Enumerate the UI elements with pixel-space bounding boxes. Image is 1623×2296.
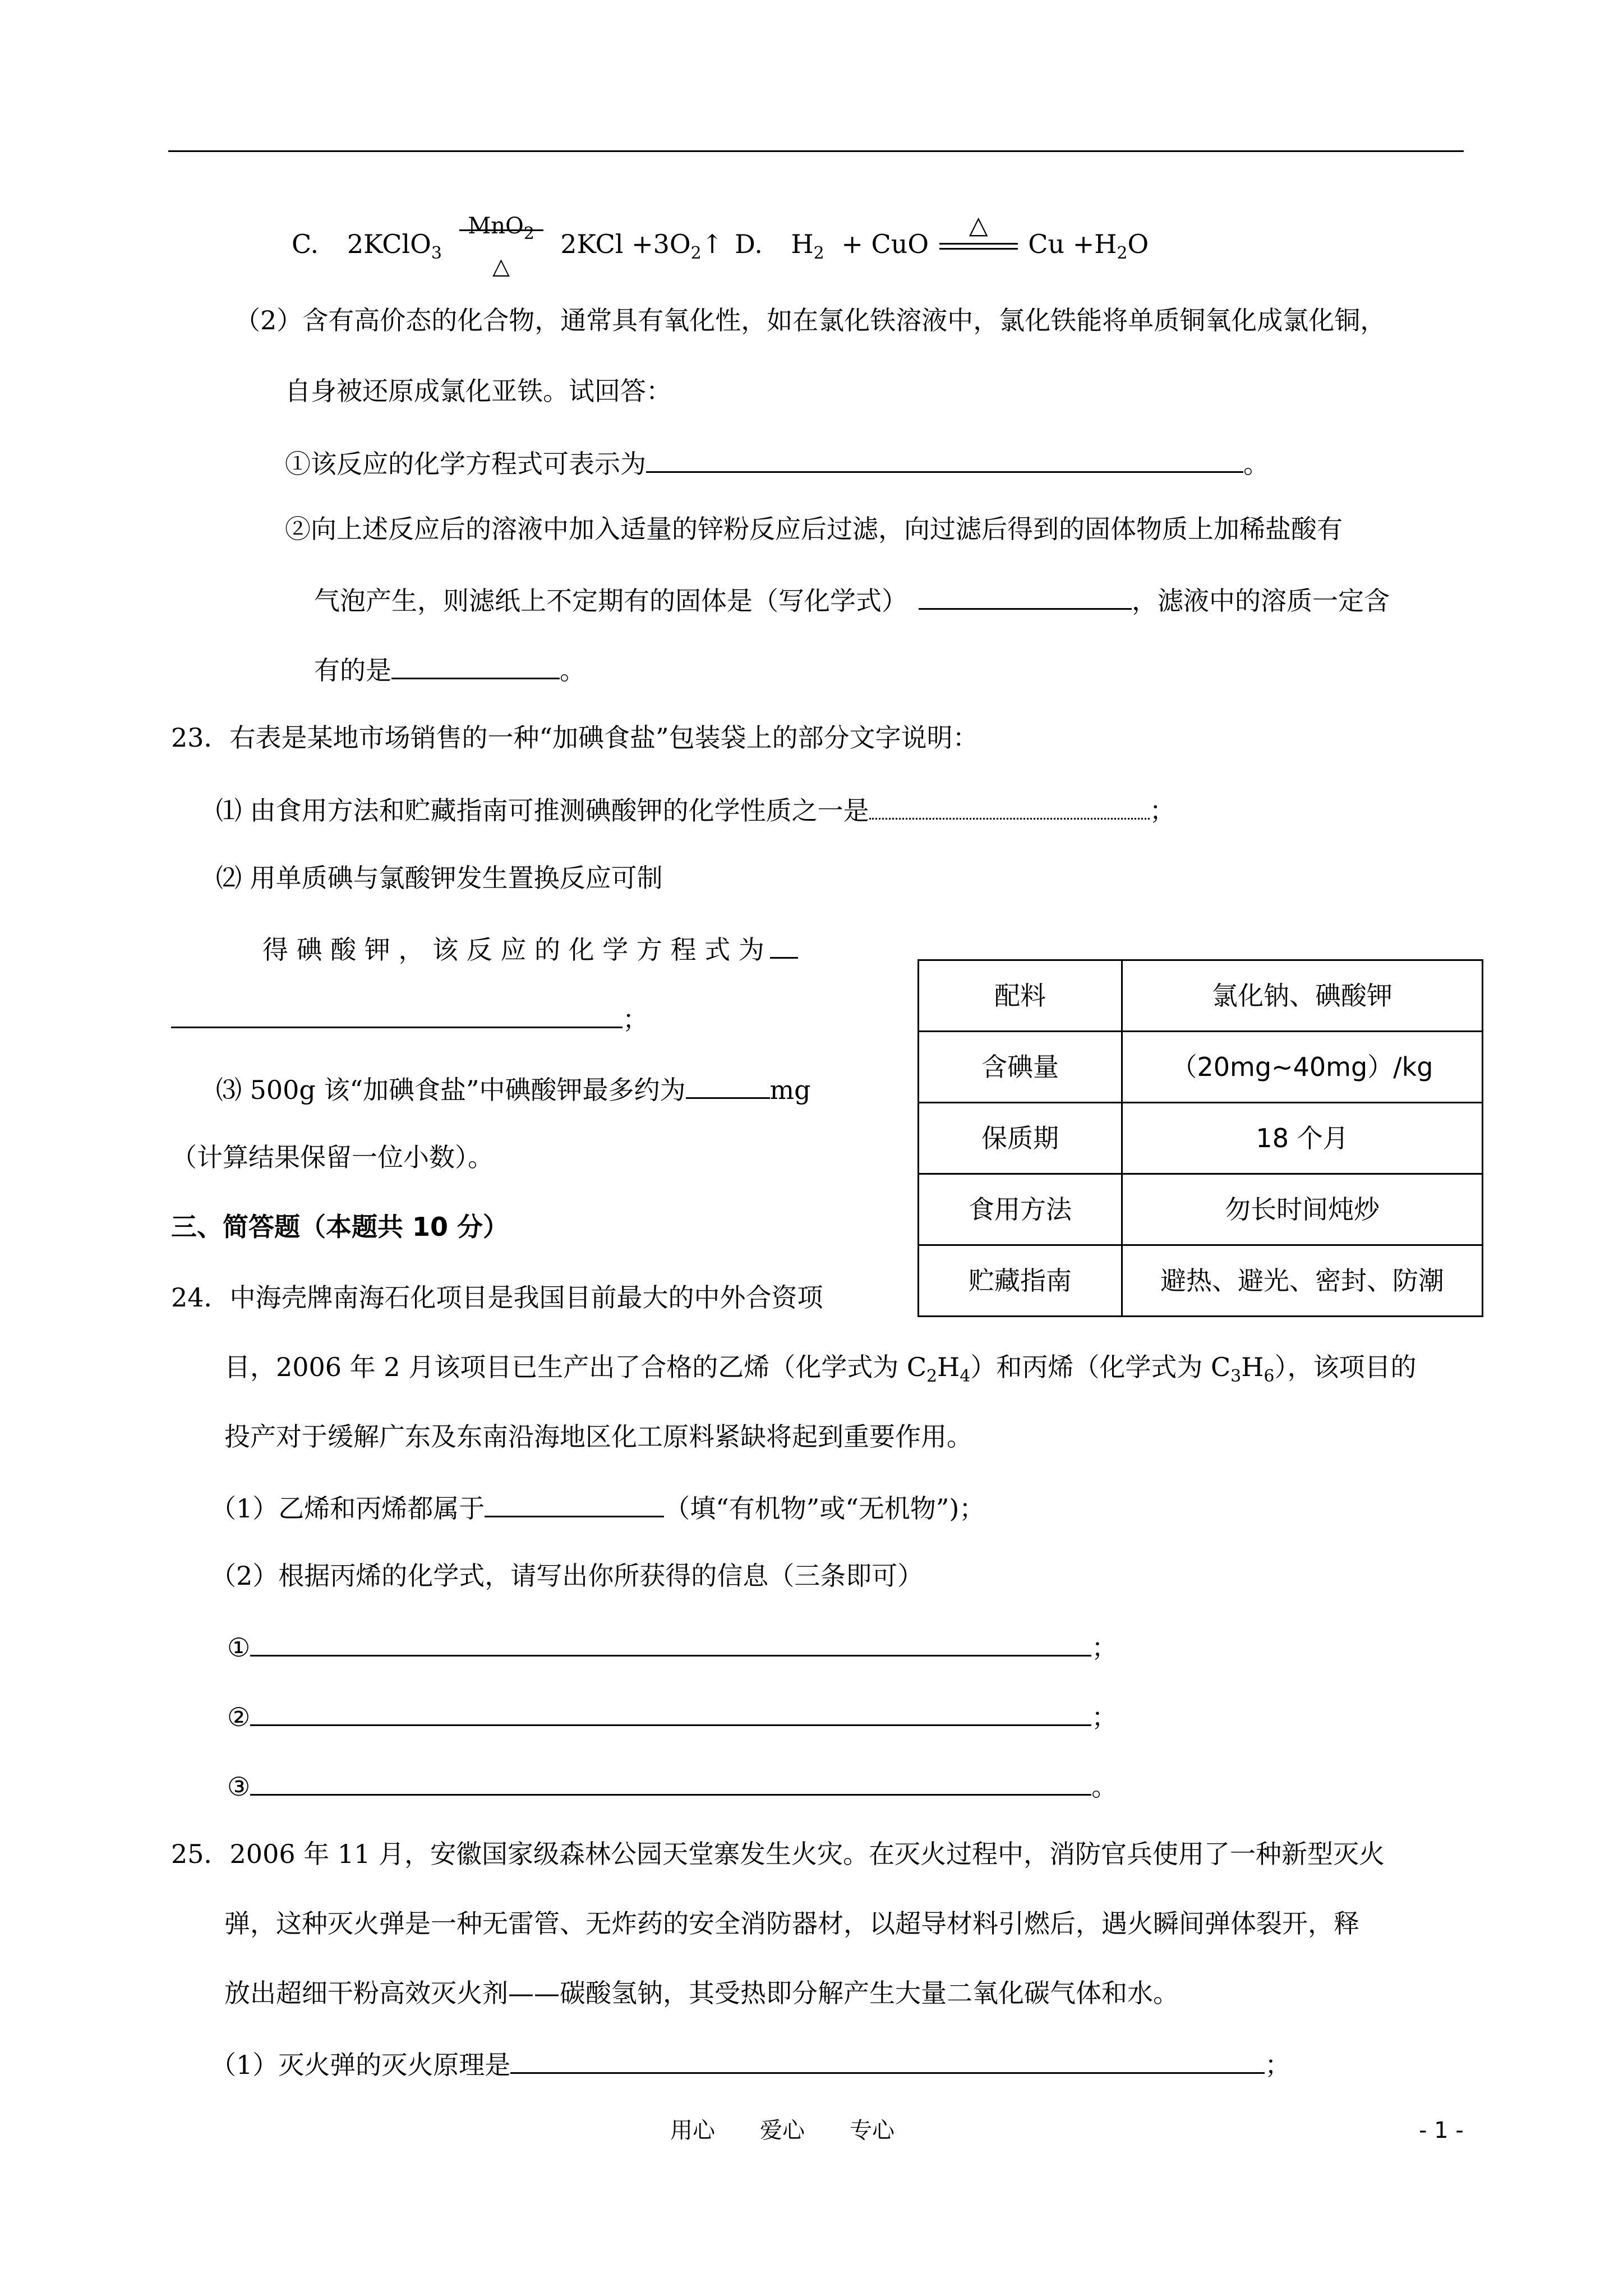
q24-line2 [224, 1354, 1416, 1385]
q24-b3-end: 。 [1091, 1772, 1118, 1802]
equation-c [292, 213, 723, 279]
q22-q2-text-b: ，滤液中的溶质一定含 [1132, 586, 1390, 616]
footer-motto: 用心 爱心 专心 [670, 2118, 895, 2143]
salt-label-table [917, 959, 1483, 1317]
q24-b1-end: ； [1091, 1632, 1118, 1663]
q23-s3-text: ⑶ 500g 该“加碘食盐”中碘酸钾最多约为 [216, 1075, 686, 1105]
eq-d-heat: △ [969, 211, 988, 240]
q24-b2 [227, 1702, 1117, 1730]
q23-s3-line2: （计算结果保留一位小数）。 [171, 1142, 494, 1172]
eq-c-sub: 3 [431, 243, 442, 263]
q25-line1: 25．2006 年 11 月，安徽国家级森林公园天堂寨发生火灾。在灭火过程中，消防官兵使用了一种新型灭火 [171, 1839, 1385, 1869]
answer-blank[interactable] [250, 1772, 1091, 1796]
table-row [919, 1032, 1483, 1103]
q24-b2-end: ； [1091, 1702, 1118, 1732]
table-key: 配料 [919, 960, 1122, 1032]
q24-sub: 2 [926, 1366, 938, 1386]
eq-d-right: Cu +H [1028, 229, 1117, 259]
q23-s2-end: ； [623, 1004, 648, 1034]
q23-s3-unit: mg [769, 1075, 811, 1105]
q22-part2-q1 [285, 449, 1269, 477]
answer-blank[interactable] [869, 795, 1150, 820]
page-number: - 1 - [1419, 2118, 1464, 2143]
table-key: 保质期 [919, 1103, 1122, 1174]
q22-q2-end: 。 [560, 655, 585, 685]
q23-s1-text: ⑴ 由食用方法和贮藏指南可推测碘酸钾的化学性质之一是 [216, 795, 869, 826]
q22-part2-line1: （2）含有高价态的化合物，通常具有氧化性，如在氯化铁溶液中，氯化铁能将单质铜氧化成氯化铜， [234, 305, 1386, 335]
eq-d-h: H [791, 229, 814, 259]
q23-s3-line1 [216, 1075, 811, 1103]
answer-blank[interactable] [171, 1004, 623, 1028]
answer-blank[interactable] [485, 1493, 664, 1517]
q24-s1-text-b: （填“有机物”或“无机物”)； [664, 1493, 985, 1524]
table-value: （20mg~40mg）/kg [1122, 1032, 1483, 1103]
q24-text-c: ）和丙烯（化学式为 C [970, 1352, 1231, 1382]
bullet-3: ③ [227, 1772, 251, 1802]
table-row [919, 1103, 1483, 1174]
eq-c-catalyst-sub: 2 [523, 224, 534, 243]
up-arrow-icon: ↑ [701, 229, 723, 259]
q22-q2-text-c: 有的是 [314, 655, 391, 685]
q24-s1-text: （1）乙烯和丙烯都属于 [210, 1493, 485, 1524]
table-row [919, 960, 1483, 1032]
answer-blank[interactable] [510, 2050, 1265, 2074]
q24-text-a: 目，2006 年 2 月该项目已生产出了合格的乙烯（化学式为 C [224, 1352, 927, 1382]
eq-c-condition [459, 213, 543, 279]
answer-blank[interactable] [686, 1075, 770, 1099]
q22-part2-q2-line3 [314, 655, 585, 683]
eq-c-heat: △ [492, 254, 510, 279]
answer-blank[interactable] [770, 935, 798, 959]
table-value: 避热、避光、密封、防潮 [1122, 1245, 1483, 1317]
eq-c-catalyst: MnO [468, 213, 524, 239]
q22-part2-q2-line2 [314, 586, 1390, 614]
q24-line3: 投产对于缓解广东及东南沿海地区化工原料紧缺将起到重要作用。 [224, 1421, 972, 1452]
q24-sub: 3 [1230, 1366, 1242, 1386]
q23-s2-line1: ⑵ 用单质碘与氯酸钾发生置换反应可制 [216, 863, 663, 893]
q22-part2-line2: 自身被还原成氯化亚铁。试回答： [285, 376, 672, 406]
q25-line2: 弹，这种灭火弹是一种无雷管、无炸药的安全消防器材，以超导材料引燃后，遇火瞬间弹体裂开，释 [224, 1908, 1359, 1939]
table-value: 18 个月 [1122, 1103, 1483, 1174]
eq-c-left: 2KClO [347, 229, 431, 259]
answer-blank[interactable] [919, 586, 1132, 610]
table-value: 氯化钠、碘酸钾 [1122, 960, 1483, 1032]
table-key: 贮藏指南 [919, 1245, 1122, 1317]
q24-sub: 6 [1264, 1366, 1275, 1386]
q24-sub: 4 [960, 1366, 971, 1386]
q24-s1 [210, 1493, 985, 1524]
q22-q2-text: 气泡产生，则滤纸上不定期有的固体是（写化学式） [314, 586, 907, 616]
q24-b3 [227, 1772, 1117, 1800]
section-heading: 三、简答题（本题共 10 分） [171, 1212, 509, 1242]
q23-s2-line2 [262, 935, 798, 963]
table-value: 勿长时间炖炒 [1122, 1174, 1483, 1245]
bullet-1: ① [227, 1632, 251, 1663]
q23-s2-line3 [171, 1004, 648, 1032]
table-row [919, 1174, 1483, 1245]
q22-q1-text: ①该反应的化学方程式可表示为 [285, 449, 646, 479]
q24-text-b: H [937, 1352, 960, 1382]
header-rule [168, 150, 1464, 152]
eq-d-h-sub: 2 [813, 243, 824, 263]
q22-part2-q2-line1: ②向上述反应后的溶液中加入适量的锌粉反应后过滤，向过滤后得到的固体物质上加稀盐酸有 [285, 514, 1343, 544]
q23-s2-text: 得 碘 酸 钾 ， 该 反 应 的 化 学 方 程 式 为 [262, 935, 764, 965]
q24-text-d: H [1241, 1352, 1264, 1382]
q24-text-e: ），该项目的 [1274, 1352, 1417, 1382]
q23-s1-end: ； [1149, 795, 1175, 826]
q24-line1: 24．中海壳牌南海石化项目是我国目前最大的中外合资项 [171, 1282, 823, 1313]
q25-s1-end: ； [1265, 2050, 1291, 2080]
q25-line3: 放出超细干粉高效灭火剂——碳酸氢钠，其受热即分解产生大量二氧化碳气体和水。 [224, 1978, 1179, 2008]
table-key: 食用方法 [919, 1174, 1122, 1245]
eq-d-mid: + CuO [841, 229, 929, 259]
eq-c-right: 2KCl +3O [560, 229, 691, 259]
answer-blank[interactable] [391, 655, 560, 679]
q25-s1 [210, 2050, 1290, 2078]
q23-s1 [216, 795, 1175, 826]
table-row [919, 1245, 1483, 1317]
q24-b1 [227, 1632, 1118, 1663]
answer-blank[interactable] [250, 1632, 1091, 1657]
table-key: 含碘量 [919, 1032, 1122, 1103]
eq-d-o: O [1127, 229, 1149, 259]
eq-c-sub2: 2 [690, 243, 702, 263]
q24-s2: （2）根据丙烯的化学式，请写出你所获得的信息（三条即可） [210, 1561, 924, 1591]
q22-q1-end: 。 [1243, 449, 1269, 479]
eq-d-condition [939, 211, 1018, 250]
q23-title: 23．右表是某地市场销售的一种“加碘食盐”包装袋上的部分文字说明： [171, 723, 979, 753]
q25-s1-text: （1）灭火弹的灭火原理是 [210, 2050, 511, 2080]
eq-d-right-sub: 2 [1117, 243, 1128, 263]
answer-blank[interactable] [250, 1702, 1091, 1726]
answer-blank[interactable] [646, 449, 1243, 473]
bullet-2: ② [227, 1702, 251, 1732]
eq-d-label: D. [735, 229, 763, 259]
eq-c-label: C. [292, 229, 319, 259]
equation-d [735, 211, 1149, 263]
